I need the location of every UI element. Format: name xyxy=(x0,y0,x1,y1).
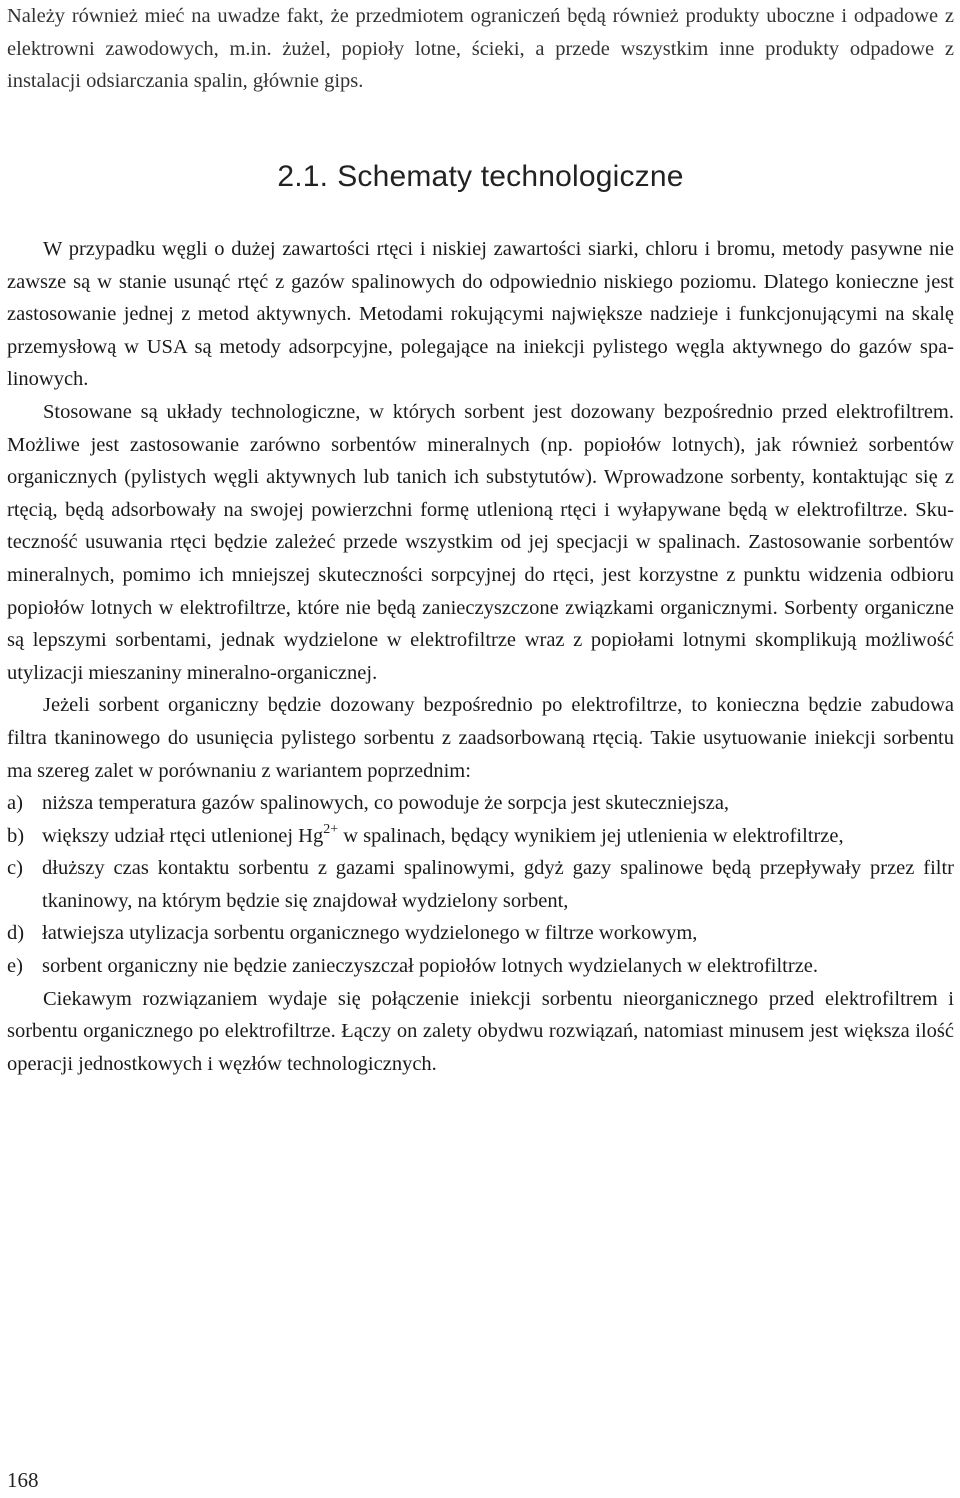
list-marker: c) xyxy=(7,857,23,880)
body-paragraph-1: W przypadku węgli o dużej zawartości rtęci i niskiej zawartości siarki, chloru i bromu, metody pasywne nie zawsze są w stanie usunąć rtęć z gazów spalinowych do odpowiednio niskiego poziomu. Dlatego konieczne jest zastosowanie jednej z metod aktywnych. Metodami rokującymi największe nadzieje i funkcjonującymi na skalę przemysłową w USA są metody adsorpcyjne, polegające na iniekcji pylistego węgla aktywnego do gazów spalinowych. xyxy=(7,238,954,391)
page-number: 168 xyxy=(7,1468,39,1492)
list-item-text: sorbent organiczny nie będzie zanieczyszczał popiołów lotnych wydzielanych w elektrofiltrze. xyxy=(42,955,819,978)
list-marker: b) xyxy=(7,824,25,847)
body-paragraph-3: Jeżeli sorbent organiczny będzie dozowany bezpośrednio po elektrofiltrze, to konieczna będzie zabudowa filtra tkaninowego do usunięcia pylistego sorbentu z zaadsorbowaną rtęcią. Takie usytuowanie iniekcji sorbentu ma szereg zalet w porównaniu z wariantem poprzednim: xyxy=(7,694,954,782)
list-item xyxy=(7,917,954,950)
section-heading xyxy=(7,160,954,194)
list-item-text: łatwiejsza utylizacja sorbentu organicznego wydzielonego w filtrze workowym, xyxy=(42,922,698,945)
intro-paragraph: Należy również mieć na uwadze fakt, że przedmiotem ograniczeń będą również produkty uboczne i odpadowe z elektrowni zawodowych, m.in. żużel, popioły lotne, ścieki, a przede wszystkim inne produkty odpadowe z instalacji odsiarczania spalin, głównie gips. xyxy=(7,5,954,93)
body-paragraph-2: Stosowane są układy technologiczne, w których sorbent jest dozowany bezpośrednio przed elektrofiltrem. Możliwe jest zastosowanie zarówno sorbentów mineralnych (np. popiołów lotnych), jak również sorbentów organicznych (pylistych węgli aktywnych lub tanich ich substytutów). Wprowadzone sorbenty, kontaktując się z rtęcią, będą adsorbowały na swojej powierzchni formę utlenioną rtęci i wyłapywane będą w elektrofiltrze. Skuteczność usuwania rtęci będzie zależeć przede wszystkim od jej specjacji w spalinach. Zastosowanie sorbentów mineralnych, pomimo ich mniejszej skuteczności sorpcyjnej do rtęci, jest korzystne z punktu widzenia odbioru popiołów lotnych w elektrofiltrze, które nie będą zanieczyszczone związkami organicznymi. Sorbenty organiczne są lepszymi sorbentami, jednak wydzielone w elektrofiltrze wraz z popiołami lotnymi skomplikują możliwość utylizacji mieszaniny mineralno-organicznej. xyxy=(7,400,954,684)
list-item xyxy=(7,950,954,983)
list-item-text: większy udział rtęci utlenionej Hg xyxy=(42,824,324,847)
list-item xyxy=(7,787,954,820)
advantages-list xyxy=(7,787,954,983)
list-item-text: niższa temperatura gazów spalinowych, co powoduje że sorpcja jest skuteczniejsza, xyxy=(42,792,730,815)
list-marker: d) xyxy=(7,922,25,945)
section-body xyxy=(7,233,954,1080)
section-number: 2.1. xyxy=(277,160,329,193)
section-title: Schematy technologiczne xyxy=(337,160,684,193)
list-item-text-cont: w spalinach, będący wynikiem jej utlenienia w elektrofiltrze, xyxy=(338,824,844,847)
list-marker: e) xyxy=(7,955,23,978)
closing-paragraph: Ciekawym rozwiązaniem wydaje się połączenie iniekcji sorbentu nieorganicznego przed elektrofiltrem i sorbentu organicznego po elektrofiltrze. Łączy on zalety obydwu rozwiązań, natomiast minusem jest większa ilość operacji jednostkowych i węzłów technologicznych. xyxy=(7,987,954,1075)
list-marker: a) xyxy=(7,792,23,815)
list-item-text: dłuższy czas kontaktu sorbentu z gazami spalinowymi, gdyż gazy spalinowe będą przepływały przez filtr tkaninowy, na którym będzie się znajdował wydzielony sorbent, xyxy=(42,857,954,912)
list-item xyxy=(7,820,954,853)
superscript-charge: 2+ xyxy=(323,821,339,837)
intro-block xyxy=(7,0,954,98)
list-item xyxy=(7,852,954,917)
